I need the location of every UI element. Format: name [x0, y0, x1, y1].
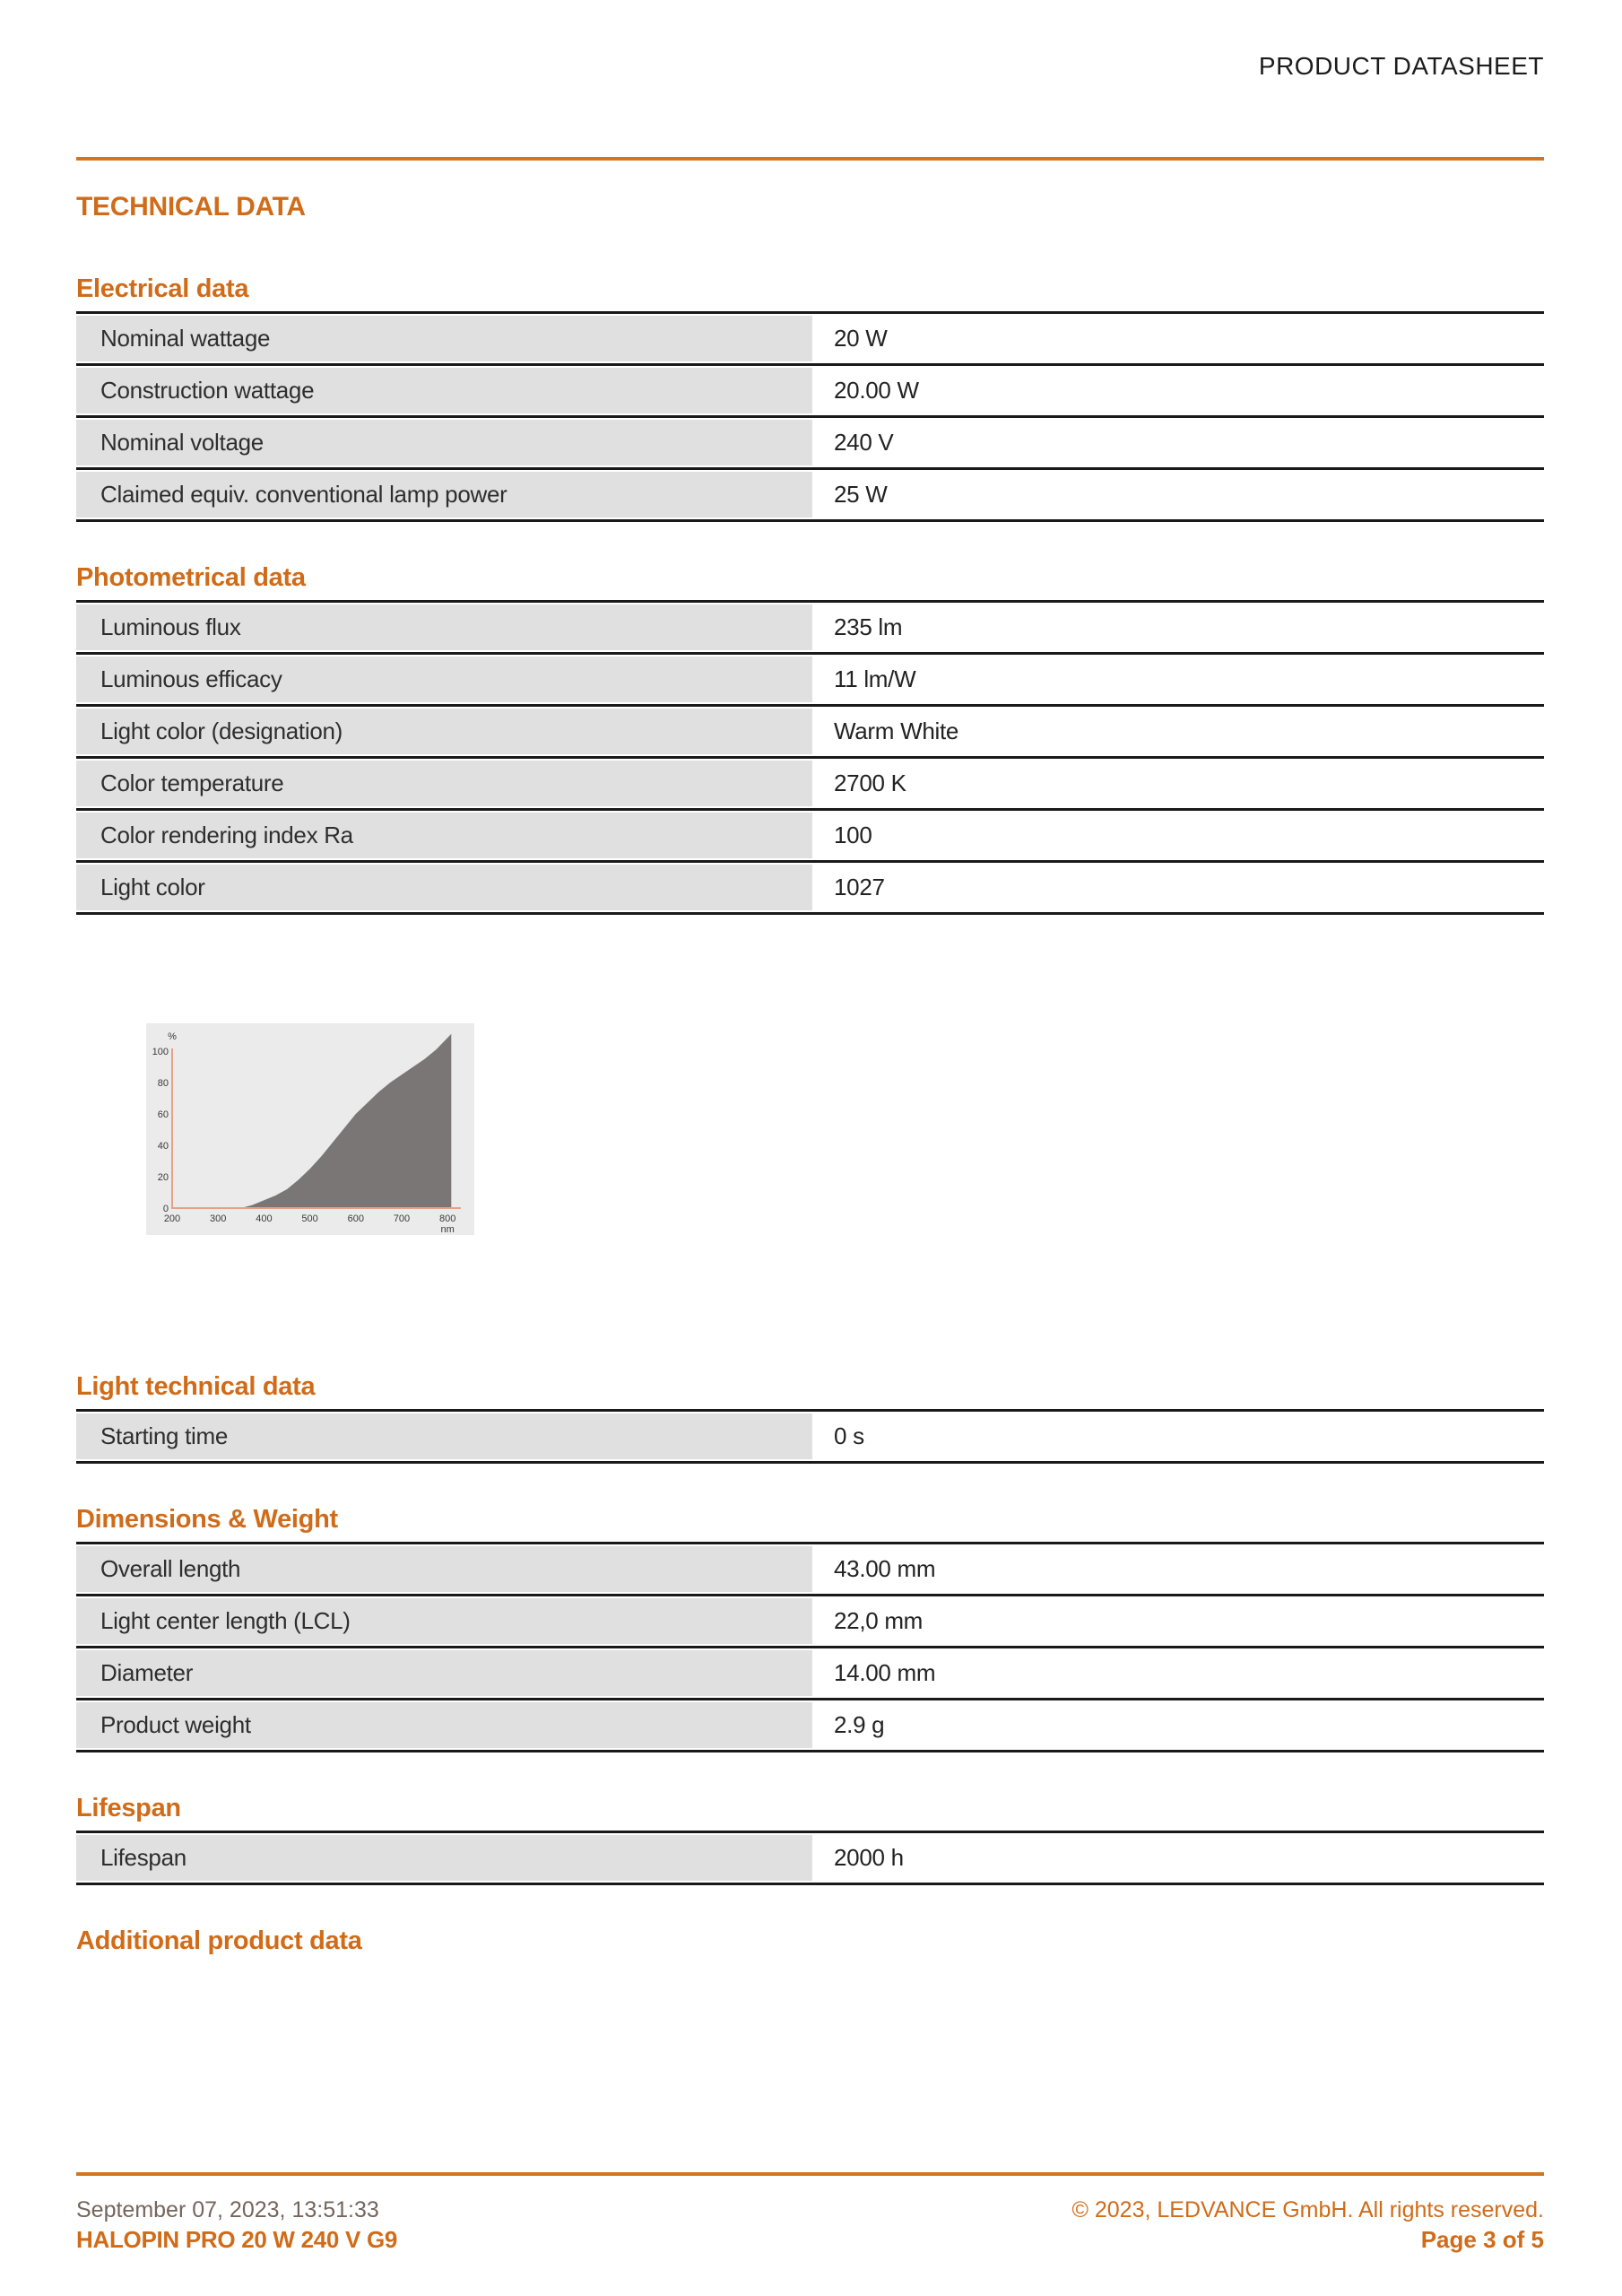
row-value: 1027 [834, 874, 885, 900]
row-value: 43.00 mm [834, 1555, 936, 1582]
footer-copyright: © 2023, LEDVANCE GmbH. All rights reserved. [1071, 2197, 1544, 2222]
section-heading-dimensions-weight: Dimensions & Weight [76, 1505, 338, 1534]
footer-page-number: Page 3 of 5 [1420, 2226, 1544, 2253]
footer-product-name: HALOPIN PRO 20 W 240 V G9 [76, 2226, 398, 2253]
row-value: 0 s [834, 1422, 864, 1449]
table-row [76, 1594, 1544, 1646]
row-value: 100 [834, 822, 872, 848]
main-content [76, 191, 1544, 1963]
row-label: Light center length (LCL) [76, 1598, 812, 1644]
row-value: Warm White [834, 718, 959, 744]
electrical-data-table [76, 311, 1544, 522]
table-row [76, 1542, 1544, 1594]
row-label: Overall length [76, 1546, 812, 1592]
svg-text:%: % [168, 1031, 177, 1042]
spectral-chart-svg [146, 1023, 474, 1235]
svg-text:600: 600 [347, 1213, 364, 1224]
lifespan-table [76, 1831, 1544, 1885]
table-row [76, 808, 1544, 860]
table-row [76, 600, 1544, 652]
svg-text:40: 40 [157, 1141, 169, 1152]
row-label: Nominal wattage [76, 316, 812, 361]
header-divider [76, 157, 1544, 161]
svg-text:300: 300 [210, 1213, 227, 1224]
svg-text:700: 700 [393, 1213, 411, 1224]
table-row [76, 311, 1544, 363]
page-title: TECHNICAL DATA [76, 192, 306, 222]
row-value: 2000 h [834, 1844, 904, 1871]
document-type-title: PRODUCT DATASHEET [1258, 52, 1544, 80]
row-label: Light color (designation) [76, 709, 812, 754]
row-label: Starting time [76, 1413, 812, 1459]
row-label: Color temperature [76, 761, 812, 806]
table-row [76, 704, 1544, 756]
section-heading-electrical-data: Electrical data [76, 274, 249, 303]
photometrical-data-table [76, 600, 1544, 915]
dimensions-weight-table [76, 1542, 1544, 1752]
row-label: Nominal voltage [76, 420, 812, 465]
row-label: Light color [76, 865, 812, 910]
table-row [76, 1409, 1544, 1461]
section-heading-lifespan: Lifespan [76, 1794, 181, 1822]
svg-text:400: 400 [256, 1213, 273, 1224]
svg-text:80: 80 [157, 1078, 169, 1089]
row-label: Diameter [76, 1650, 812, 1696]
svg-text:800: 800 [439, 1213, 456, 1224]
table-row [76, 1831, 1544, 1883]
svg-text:nm: nm [440, 1224, 455, 1235]
row-label: Luminous efficacy [76, 657, 812, 702]
svg-text:20: 20 [157, 1172, 169, 1183]
row-value: 20.00 W [834, 377, 919, 404]
table-row [76, 1698, 1544, 1750]
section-heading-additional-product-data: Additional product data [76, 1926, 362, 1955]
spectral-power-distribution-chart [146, 1023, 474, 1235]
table-row [76, 652, 1544, 704]
section-heading-light-technical-data: Light technical data [76, 1372, 316, 1401]
row-value: 25 W [834, 481, 888, 508]
svg-text:100: 100 [152, 1047, 169, 1057]
row-value: 2.9 g [834, 1711, 885, 1738]
row-label: Product weight [76, 1702, 812, 1748]
section-heading-photometrical-data: Photometrical data [76, 563, 306, 592]
row-label: Construction wattage [76, 368, 812, 413]
footer-date: September 07, 2023, 13:51:33 [76, 2197, 379, 2222]
light-technical-data-table [76, 1409, 1544, 1464]
row-label: Claimed equiv. conventional lamp power [76, 472, 812, 517]
svg-text:0: 0 [162, 1204, 169, 1214]
table-row [76, 415, 1544, 467]
svg-text:200: 200 [163, 1213, 181, 1224]
row-value: 11 lm/W [834, 665, 916, 692]
row-label: Lifespan [76, 1835, 812, 1881]
row-value: 240 V [834, 429, 894, 456]
row-value: 14.00 mm [834, 1659, 936, 1686]
table-row [76, 860, 1544, 912]
footer-divider [76, 2172, 1544, 2176]
table-row [76, 756, 1544, 808]
row-value: 2700 K [834, 770, 906, 796]
row-value: 22,0 mm [834, 1607, 924, 1634]
svg-text:500: 500 [301, 1213, 318, 1224]
table-row [76, 363, 1544, 415]
row-value: 20 W [834, 325, 888, 352]
row-label: Color rendering index Ra [76, 813, 812, 858]
row-label: Luminous flux [76, 604, 812, 650]
table-row [76, 1646, 1544, 1698]
row-value: 235 lm [834, 613, 903, 640]
footer [76, 2172, 1544, 2255]
svg-text:60: 60 [157, 1109, 169, 1120]
table-row [76, 467, 1544, 519]
